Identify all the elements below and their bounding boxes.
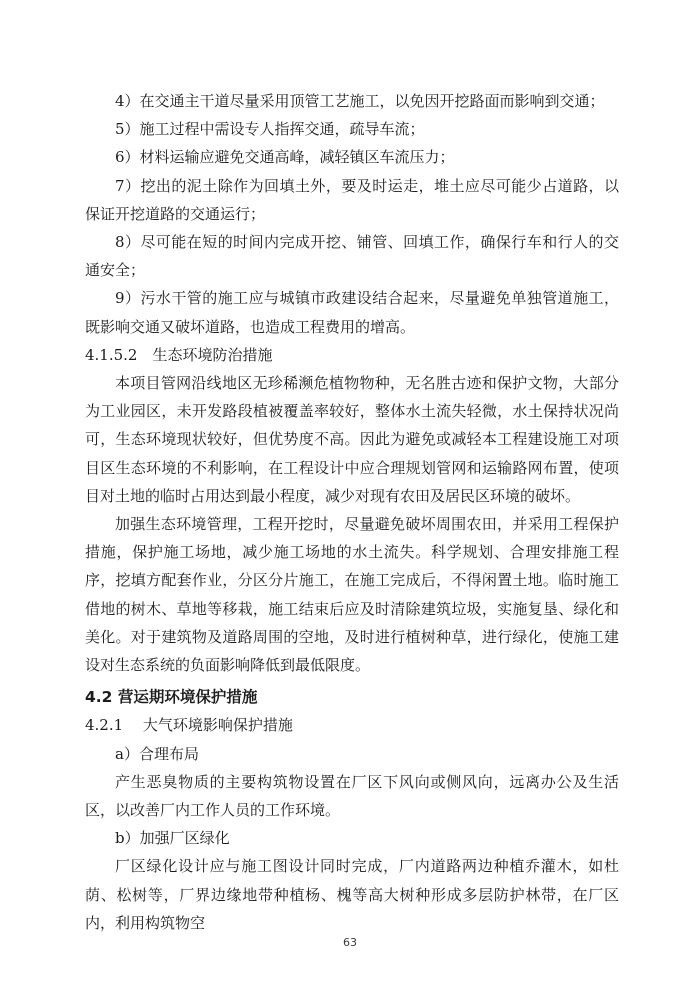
heading-4-2: 4.2 营运期环境保护措施 <box>85 688 258 707</box>
paragraph-greening: 厂区绿化设计应与施工图设计同时完成，厂内道路两边种植乔灌木，如杜荫、松树等，厂界边缘地带种植杨、槐等高大树种形成多层防护林带，在厂区内，利用构筑物空 <box>85 857 619 932</box>
list-item-6: 6）材料运输应避免交通高峰，减轻镇区车流压力； <box>115 148 455 167</box>
paragraph-layout: 产生恶臭物质的主要构筑物设置在厂区下风向或侧风向，远离办公及生活区，以改善厂内工作人员的工作环境。 <box>85 772 619 820</box>
page-content <box>85 87 619 937</box>
list-item-8: 8）尽可能在短的时间内完成开挖、铺管、回填工作，确保行车和行人的交通安全； <box>85 233 619 280</box>
paragraph-eco-overview: 本项目管网沿线地区无珍稀濒危植物物种，无名胜古迹和保护文物，大部分为工业园区，未开发路段植被覆盖率较好，整体水土流失轻微，水土保持状况尚可，生态环境现状较好，但优势度不高。因此为避免或减轻本工程建设施工对项目区生态环境的不利影响，在工程设计中应合理规划管网和运输路网布置，使项目对土地的临时占用达到最小程度，减少对现有农田及居民区环境的破坏。 <box>85 374 619 505</box>
list-item-4: 4）在交通主干道尽量采用顶管工艺施工，以免因开挖路面而影响到交通； <box>115 92 605 110</box>
list-item-7: 7）挖出的泥土除作为回填土外，要及时运走，堆土应尽可能少占道路，以保证开挖道路的交通运行； <box>85 176 619 223</box>
page-number: 63 <box>343 936 357 949</box>
heading-4-2-1: 4.2.1 大气环境影响保护措施 <box>85 716 293 735</box>
sub-item-a: a）合理布局 <box>115 744 199 763</box>
paragraph-eco-management: 加强生态环境管理，工程开挖时，尽量避免破坏周围农田，并采用工程保护措施，保护施工场地，减少施工场地的水土流失。科学规划、合理安排施工程序，挖填方配套作业，分区分片施工，在施工完成后，不得闲置土地。临时施工借地的树木、草地等移栽，施工结束后应及时清除建筑垃圾，实施复垦、绿化和美化。对于建筑物及道路周围的空地，及时进行植树种草，进行绿化，使施工建设对生态系统的负面影响降低到最低限度。 <box>85 515 619 675</box>
heading-4-1-5-2: 4.1.5.2 生态环境防治措施 <box>85 345 273 364</box>
list-item-9: 9）污水干管的施工应与城镇市政建设结合起来，尽量避免单独管道施工，既影响交通又破坏道路，也造成工程费用的增高。 <box>85 289 619 336</box>
sub-item-b: b）加强厂区绿化 <box>115 829 230 848</box>
list-item-5: 5）施工过程中需设专人指挥交通，疏导车流； <box>115 120 425 139</box>
